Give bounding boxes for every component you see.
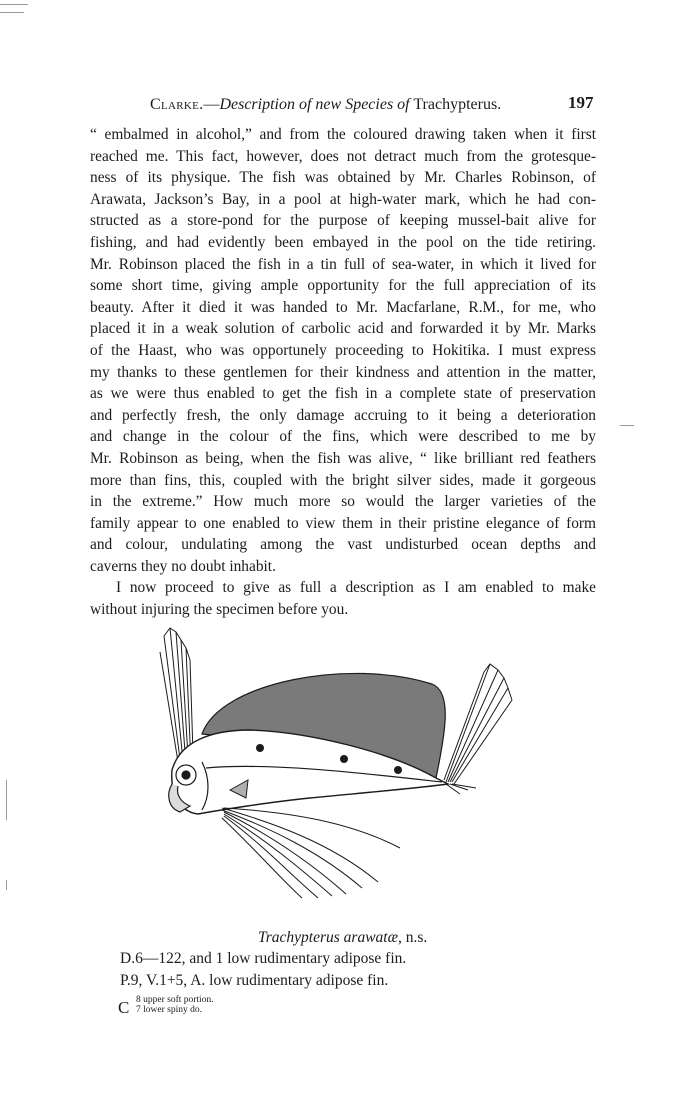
running-header	[150, 93, 610, 114]
text-line: Mr. Robinson placed the fish in a tin full of sea-water, in which it lived for	[90, 255, 596, 273]
body-spot	[340, 755, 348, 763]
ventral-fin	[222, 808, 400, 898]
header-dash: —	[203, 96, 220, 113]
text-line: caverns they no doubt inhabit.	[90, 557, 276, 575]
caudal-symbol: C	[118, 998, 130, 1017]
text-line: in the extreme.” How much more so would the larger varieties of the	[90, 493, 596, 511]
header-genus: Trachypterus.	[413, 96, 502, 113]
text-line: my thanks to these gentlemen for their kindness and attention in the matter,	[90, 363, 596, 381]
text-line: of the Haast, who was opportunely proceeding to Hokitika. I must express	[90, 341, 596, 359]
header-author: Clarke.	[150, 96, 204, 113]
margin-mark	[6, 880, 7, 890]
text-line: reached me. This fact, however, does not detract much from the grotesque-	[90, 147, 596, 165]
text-line: Arawata, Jackson’s Bay, in a pool at high-water mark, which he had con-	[90, 190, 596, 208]
text-line: beauty. After it died it was handed to Mr. Macfarlane, R.M., for me, who	[90, 298, 596, 316]
margin-mark	[620, 425, 634, 426]
text-line: ness of its physique. The fish was obtained by Mr. Charles Robinson, of	[90, 169, 596, 187]
text-line: as we were thus enabled to get the fish in a complete state of preservation	[90, 385, 596, 403]
body-spot	[256, 744, 264, 752]
header-title: Description of new Species of	[219, 96, 410, 113]
caudal-fin	[444, 664, 512, 794]
margin-mark	[0, 12, 24, 13]
text-line: fishing, and had evidently been embayed in the pool on the tide retiring.	[90, 233, 596, 251]
text-line: Mr. Robinson as being, when the fish was alive, “ like brilliant red feathers	[90, 449, 596, 467]
text-line: and change in the colour of the fins, which were described to me by	[90, 428, 596, 446]
text-line: I now proceed to give as full a description as I am enabled to make	[116, 579, 596, 597]
caption-suffix: n.s.	[401, 929, 428, 946]
text-line: without injuring the specimen before you.	[90, 601, 349, 619]
caudal-lower: 7 lower spiny do.	[136, 1005, 202, 1015]
body-spot	[394, 766, 402, 774]
margin-mark	[6, 780, 7, 820]
caption-species: Trachypterus arawatæ,	[258, 929, 402, 946]
fin-formula-dorsal: D.6—122, and 1 low rudimentary adipose fin.	[120, 950, 407, 967]
figure-caption	[258, 929, 427, 947]
text-line: and colour, undulating among the vast undisturbed ocean depths and	[90, 536, 596, 554]
text-line: “ embalmed in alcohol,” and from the coloured drawing taken when it first	[90, 126, 596, 143]
text-line: more than fins, this, coupled with the bright silver sides, made it gorgeous	[90, 471, 596, 489]
body-text	[90, 124, 596, 621]
text-line: some short time, giving ample opportunity for the full appreciation of its	[90, 277, 596, 295]
text-line: placed it in a weak solution of carbolic acid and forwarded it by Mr. Marks	[90, 320, 596, 338]
text-line: family appear to one enabled to view them in their pristine elegance of form	[90, 514, 596, 532]
margin-mark	[0, 4, 28, 5]
fin-formula-pectoral: P.9, V.1+5, A. low rudimentary adipose fin.	[120, 972, 389, 989]
caudal-upper: 8 upper soft portion.	[136, 995, 214, 1005]
page-number: 197	[568, 93, 594, 112]
text-line: and perfectly fresh, the only damage accruing to it being a deterioration	[90, 406, 596, 424]
fish-illustration	[150, 612, 530, 922]
text-line: structed as a store-pond for the purpose of keeping mussel-bait alive for	[90, 212, 596, 230]
